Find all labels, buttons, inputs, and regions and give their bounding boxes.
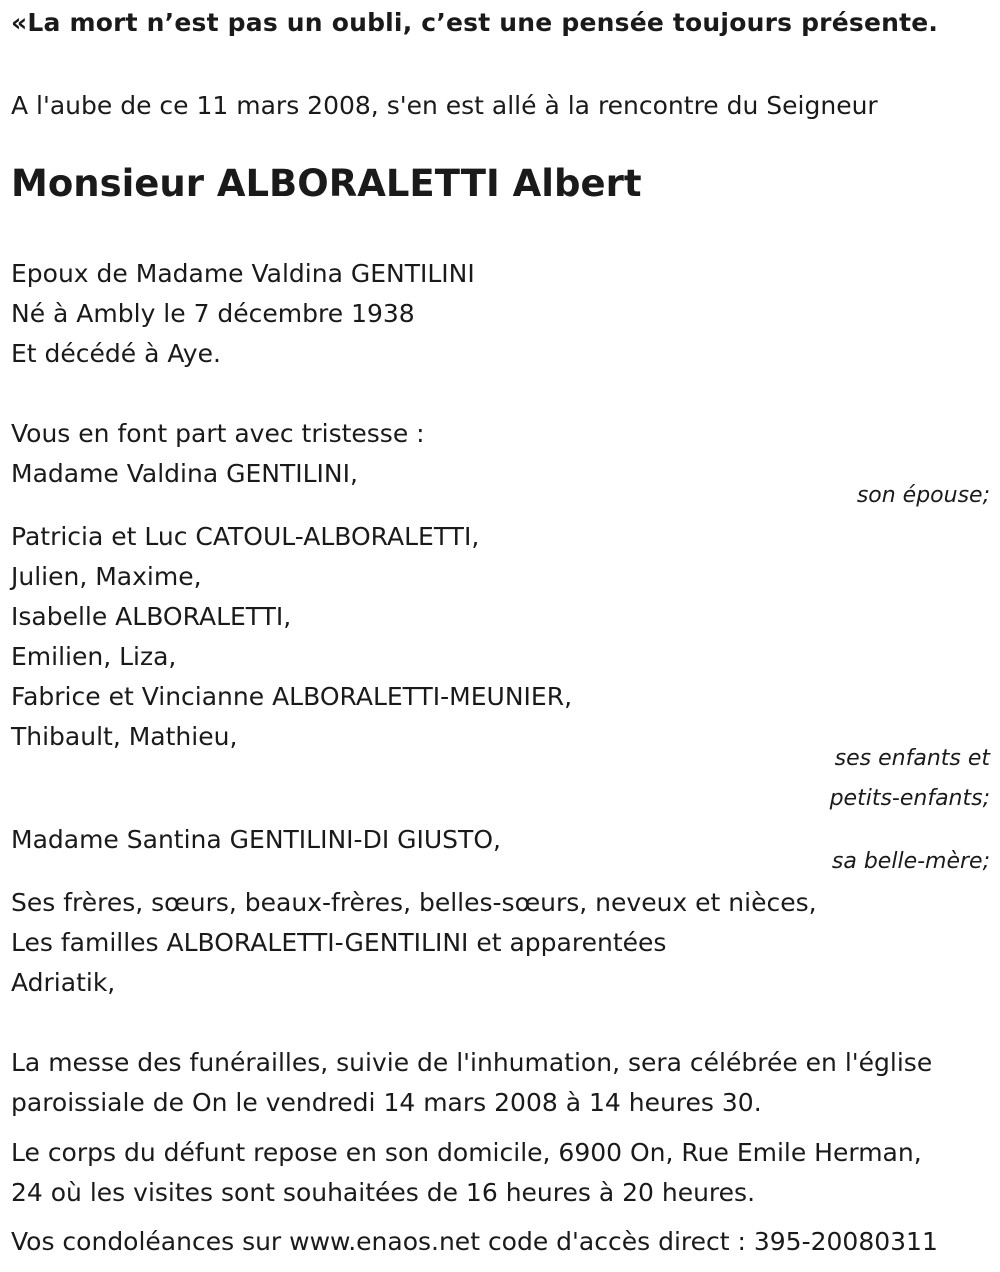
family-mother-in-law: Madame Santina GENTILINI-DI GIUSTO, — [11, 825, 501, 854]
detail-death: Et décédé à Aye. — [11, 339, 221, 368]
epigraph-quote: «La mort n’est pas un oubli, c’est une pensée toujours présente. — [11, 8, 939, 37]
announcement-intro: Vous en font part avec tristesse : — [11, 419, 425, 448]
family-other: Ses frères, sœurs, beaux-frères, belles-sœurs, neveux et nièces, — [11, 888, 817, 917]
family-child: Emilien, Liza, — [11, 642, 177, 671]
funeral-line: paroissiale de On le vendredi 14 mars 2008 à 14 heures 30. — [11, 1088, 762, 1117]
detail-birth: Né à Ambly le 7 décembre 1938 — [11, 299, 415, 328]
mother-in-law-role: sa belle-mère; — [831, 849, 990, 874]
visitation-line: 24 où les visites sont souhaitées de 16 heures à 20 heures. — [11, 1178, 756, 1207]
funeral-line: La messe des funérailles, suivie de l'inhumation, sera célébrée en l'église — [11, 1048, 933, 1077]
spouse-role: son épouse; — [856, 483, 990, 508]
family-child: Patricia et Luc CATOUL-ALBORALETTI, — [11, 522, 480, 551]
condolences-line: Vos condoléances sur www.enaos.net code d'accès direct : 395-20080311 — [11, 1227, 938, 1256]
family-other: Les familles ALBORALETTI-GENTILINI et apparentées — [11, 928, 667, 957]
family-child: Isabelle ALBORALETTI, — [11, 602, 292, 631]
children-role-line2: petits-enfants; — [829, 786, 990, 811]
intro-text: A l'aube de ce 11 mars 2008, s'en est allé à la rencontre du Seigneur — [11, 91, 878, 120]
family-child: Thibault, Mathieu, — [11, 722, 238, 751]
children-role-line1: ses enfants et — [834, 746, 990, 771]
detail-spouse-of: Epoux de Madame Valdina GENTILINI — [11, 259, 475, 288]
family-child: Fabrice et Vincianne ALBORALETTI-MEUNIER, — [11, 682, 573, 711]
family-spouse: Madame Valdina GENTILINI, — [11, 459, 358, 488]
deceased-name: Monsieur ALBORALETTI Albert — [11, 162, 642, 205]
visitation-line: Le corps du défunt repose en son domicile, 6900 On, Rue Emile Herman, — [11, 1138, 922, 1167]
family-other: Adriatik, — [11, 968, 116, 997]
family-child: Julien, Maxime, — [11, 562, 202, 591]
